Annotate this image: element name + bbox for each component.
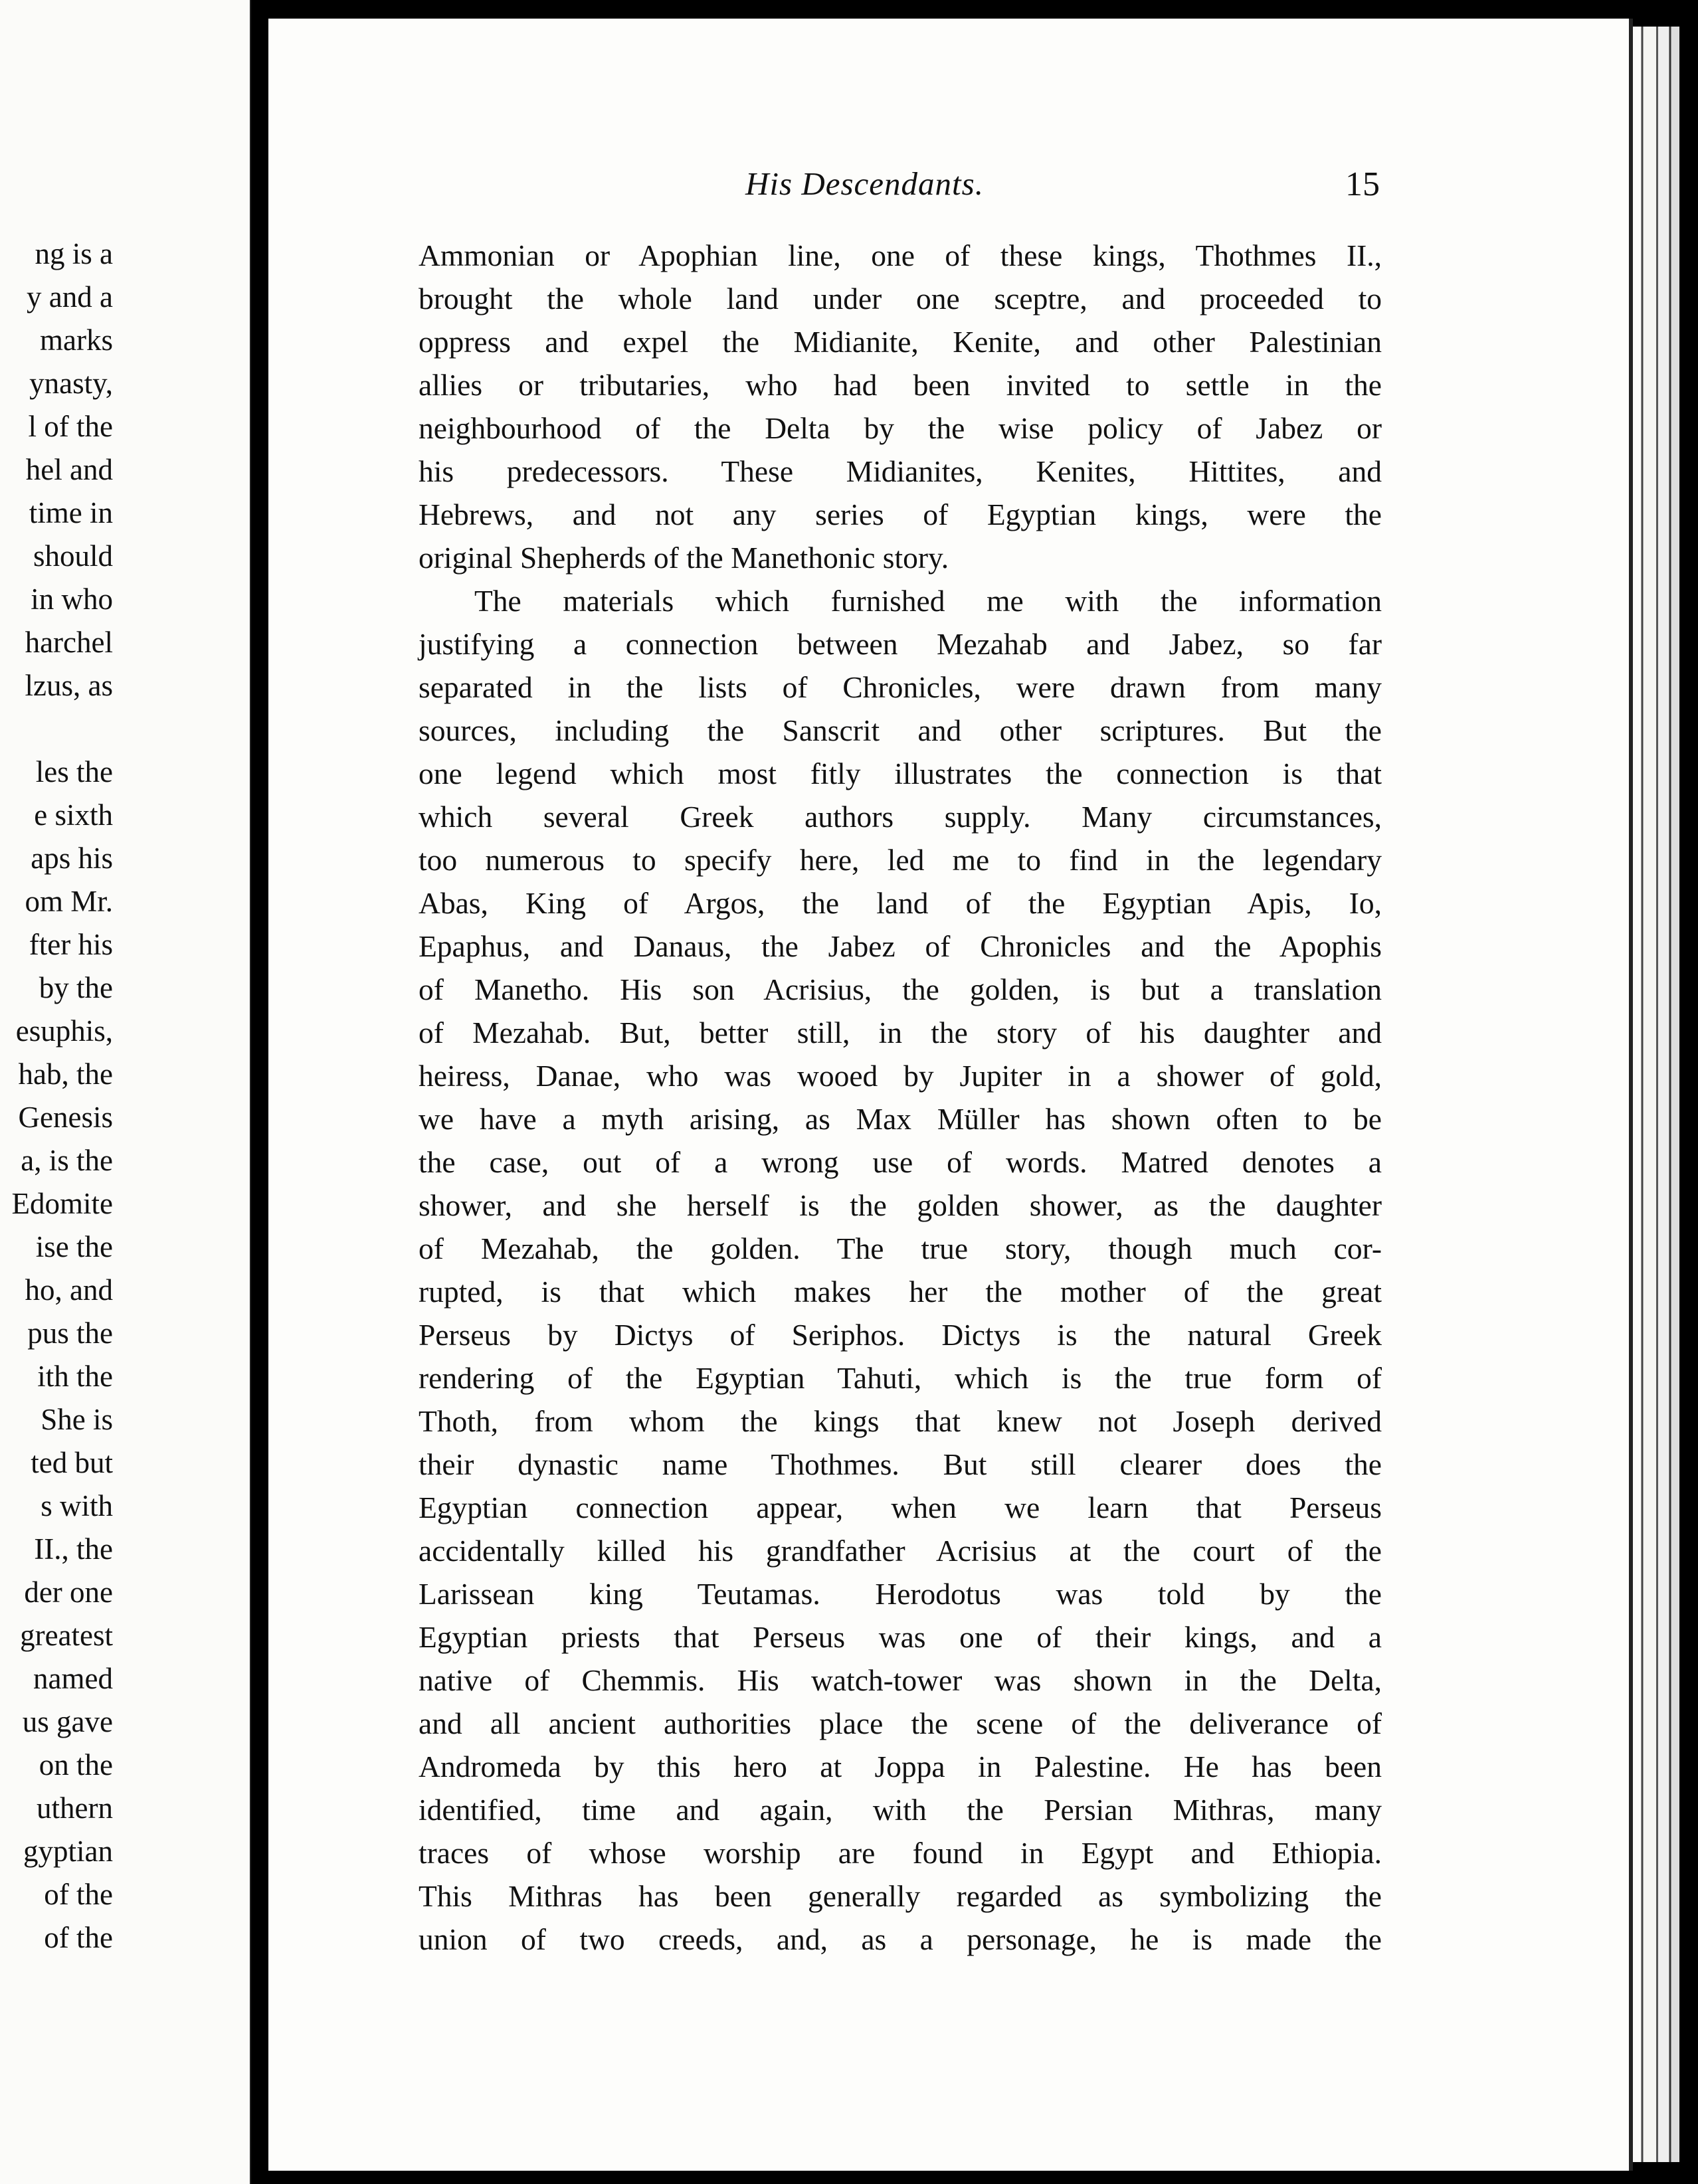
text-line: identified, time and again, with the Persian Mithras, many (419, 1793, 1382, 1827)
text-line: his predecessors. These Midianites, Kenites, Hittites, and (419, 454, 1382, 488)
left-text-line: by the (39, 971, 113, 1004)
text-line: original Shepherds of the Manethonic story. (419, 541, 949, 575)
left-text-line: gyptian (23, 1835, 113, 1868)
text-line: traces of whose worship are found in Egypt and Ethiopia. (419, 1836, 1382, 1870)
left-text-line: fter his (29, 928, 113, 961)
left-text-line: uthern (37, 1791, 113, 1825)
text-line: of Manetho. His son Acrisius, the golden, is but a translation (419, 972, 1382, 1006)
text-line: neighbourhood of the Delta by the wise policy of Jabez or (419, 411, 1382, 445)
left-text-line: y and a (27, 280, 113, 314)
text-line: Andromeda by this hero at Joppa in Palestine. He has been (419, 1750, 1382, 1783)
text-line: of Mezahab, the golden. The true story, though much cor- (419, 1231, 1382, 1265)
text-line: and all ancient authorities place the scene of the deliverance of (419, 1706, 1382, 1740)
left-text-line: us gave (22, 1705, 113, 1738)
text-line: Ammonian or Apophian line, one of these kings, Thothmes II., (419, 238, 1382, 272)
left-text-line: named (33, 1662, 113, 1695)
left-text-line: esuphis, (15, 1014, 113, 1047)
running-head-title: His Descendants. (745, 165, 984, 202)
left-text-line: She is (41, 1403, 113, 1436)
left-text-line: der one (24, 1576, 113, 1609)
text-line: of Mezahab. But, better still, in the story of his daughter and (419, 1016, 1382, 1049)
left-text-line: of the (44, 1921, 113, 1954)
left-text-line: marks (40, 323, 113, 357)
right-page (268, 19, 1633, 2171)
text-line: Egyptian connection appear, when we learn that Perseus (419, 1491, 1382, 1524)
text-line: Egyptian priests that Perseus was one of their kings, and a (419, 1620, 1382, 1654)
text-line: The materials which furnished me with the information (474, 584, 1382, 618)
text-line: Perseus by Dictys of Seriphos. Dictys is the natural Greek (419, 1318, 1382, 1352)
left-text-line: harchel (25, 626, 113, 659)
page-number: 15 (1345, 165, 1380, 203)
text-line: allies or tributaries, who had been invited to settle in the (419, 368, 1382, 402)
left-text-line: in who (31, 583, 113, 616)
left-text-line: hab, the (18, 1057, 113, 1091)
text-line: Epaphus, and Danaus, the Jabez of Chronicles and the Apophis (419, 929, 1382, 963)
left-text-line: Genesis (18, 1101, 113, 1134)
text-line: one legend which most fitly illustrates the connection is that (419, 757, 1382, 790)
left-text-line: aps his (31, 842, 113, 875)
text-line: brought the whole land under one sceptre, and proceeded to (419, 282, 1382, 316)
left-text-line: les the (35, 755, 113, 788)
left-text-line: Edomite (11, 1187, 113, 1220)
text-line: rendering of the Egyptian Tahuti, which is the true form of (419, 1361, 1382, 1395)
text-line: justifying a connection between Mezahab and Jabez, so far (419, 627, 1382, 661)
left-text-line: II., the (34, 1532, 113, 1566)
left-text-line: s with (41, 1489, 113, 1522)
text-line: the case, out of a wrong use of words. Matred denotes a (419, 1145, 1382, 1179)
left-text-line: of the (44, 1878, 113, 1911)
left-text-line: e sixth (34, 798, 113, 832)
left-text-line: ho, and (25, 1273, 113, 1307)
left-text-line: ng is a (35, 237, 113, 270)
left-text-line: ynasty, (29, 367, 113, 400)
text-line: native of Chemmis. His watch-tower was shown in the Delta, (419, 1663, 1382, 1697)
text-line: union of two creeds, and, as a personage, he is made the (419, 1922, 1382, 1956)
left-text-line: ise the (35, 1230, 113, 1263)
running-head (268, 165, 1633, 211)
left-text-line: pus the (27, 1317, 113, 1350)
text-line: Hebrews, and not any series of Egyptian kings, were the (419, 498, 1382, 531)
left-text-line: ted but (31, 1446, 113, 1479)
text-line: This Mithras has been generally regarded as symbolizing the (419, 1879, 1382, 1913)
text-line: too numerous to specify here, led me to find in the legendary (419, 843, 1382, 877)
text-line: sources, including the Sanscrit and other scriptures. But the (419, 713, 1382, 747)
text-line: heiress, Danae, who was wooed by Jupiter in a shower of gold, (419, 1059, 1382, 1093)
gutter-shadow (250, 0, 251, 2184)
text-line: which several Greek authors supply. Many circumstances, (419, 800, 1382, 834)
text-line: Thoth, from whom the kings that knew not Joseph derived (419, 1404, 1382, 1438)
text-line: oppress and expel the Midianite, Kenite, and other Palestinian (419, 325, 1382, 359)
left-text-line: om Mr. (25, 885, 113, 918)
text-line: shower, and she herself is the golden shower, as the daughter (419, 1188, 1382, 1222)
left-text-line: hel and (25, 453, 113, 486)
left-text-line: greatest (20, 1619, 113, 1652)
left-text-line: ith the (37, 1360, 113, 1393)
left-text-line: should (33, 539, 113, 573)
text-line: rupted, is that which makes her the mother of the great (419, 1275, 1382, 1309)
left-text-line: lzus, as (25, 669, 113, 702)
text-line: we have a myth arising, as Max Müller has shown often to be (419, 1102, 1382, 1136)
text-line: accidentally killed his grandfather Acrisius at the court of the (419, 1534, 1382, 1568)
left-text-line: time in (29, 496, 113, 529)
left-text-line: a, is the (21, 1144, 113, 1177)
text-line: Larissean king Teutamas. Herodotus was told by the (419, 1577, 1382, 1611)
text-line: their dynastic name Thothmes. But still clearer does the (419, 1447, 1382, 1481)
left-page-fragment (0, 0, 251, 2184)
text-line: Abas, King of Argos, the land of the Egyptian Apis, Io, (419, 886, 1382, 920)
left-text-line: l of the (28, 410, 113, 443)
left-text-line: on the (39, 1748, 113, 1781)
text-line: separated in the lists of Chronicles, were drawn from many (419, 670, 1382, 704)
book-page-edges (1633, 27, 1679, 2162)
